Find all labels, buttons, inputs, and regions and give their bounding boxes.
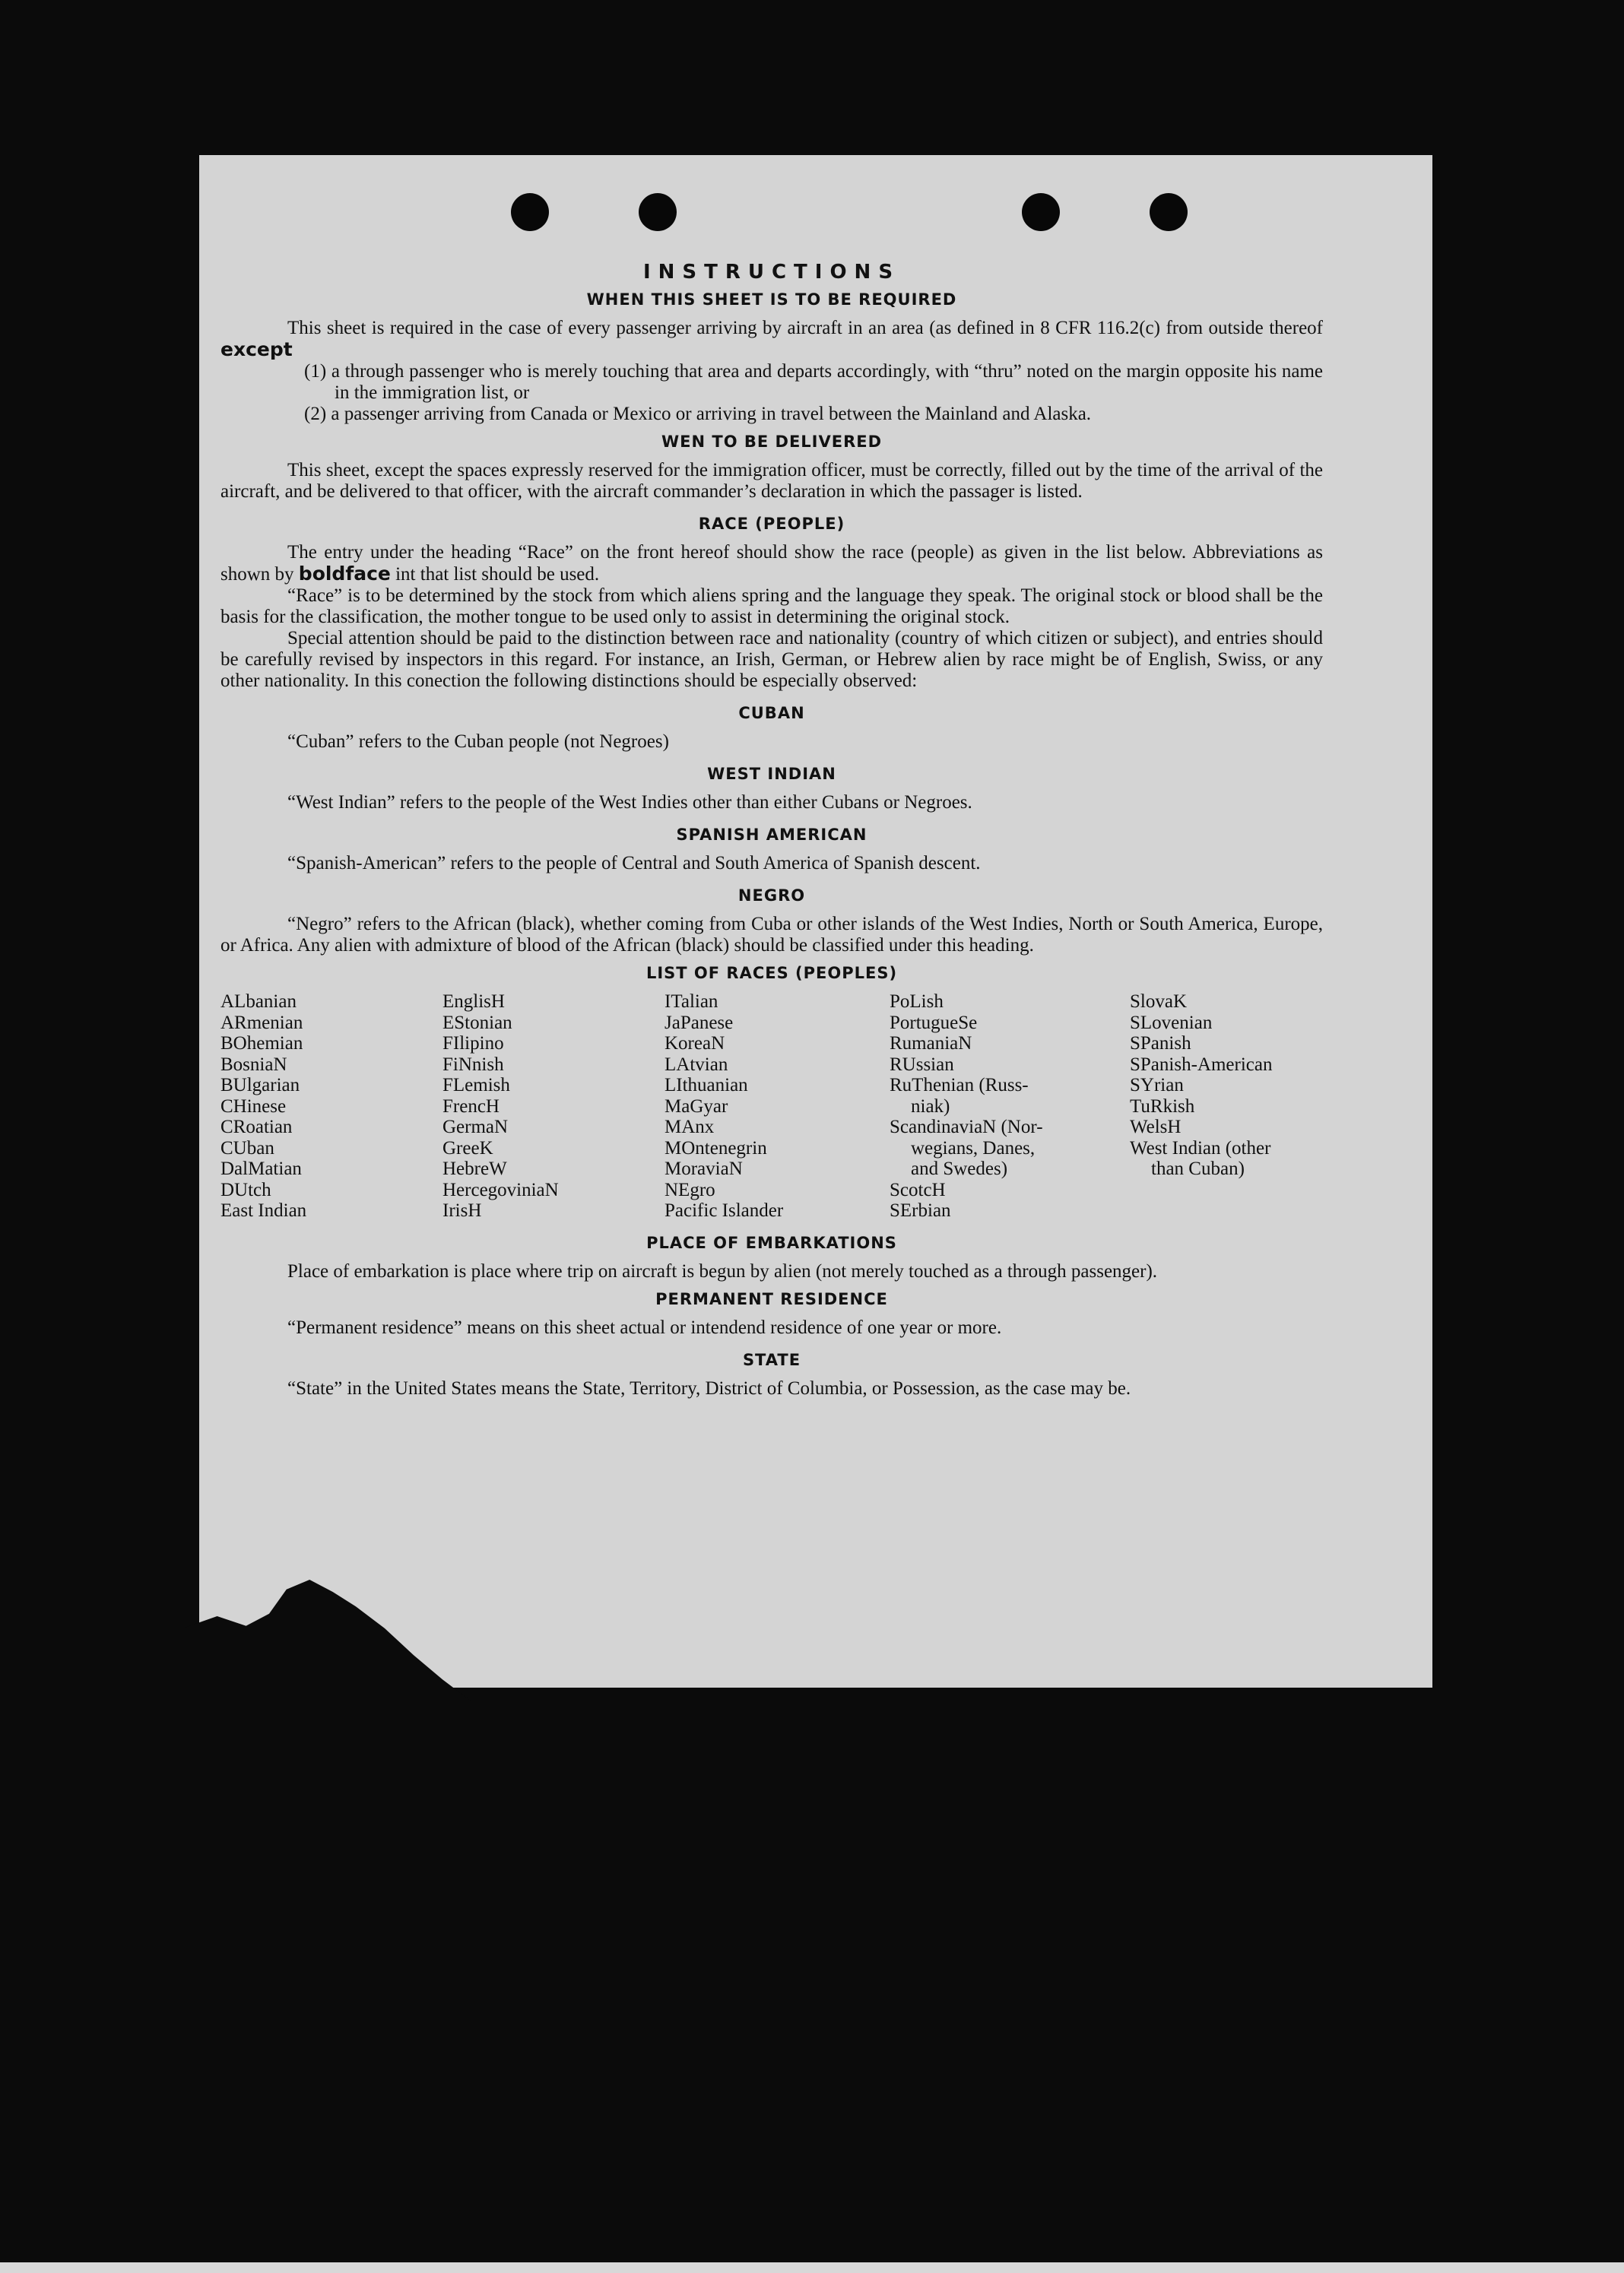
race-entry: ScotcH: [890, 1179, 946, 1200]
race-entry: MOntenegrin: [665, 1137, 767, 1159]
section-heading-west-indian: WEST INDIAN: [707, 765, 836, 783]
race-entry: East Indian: [220, 1200, 307, 1221]
section-heading-spanish-american: SPANISH AMERICAN: [676, 826, 868, 844]
race-entry: EStonian: [442, 1012, 512, 1033]
race-entry: BosniaN: [220, 1054, 287, 1075]
punch-hole: [1150, 193, 1188, 231]
race-entry: than Cuban): [1151, 1159, 1245, 1179]
race-entry: HercegoviniaN: [442, 1179, 559, 1200]
embarkation-paragraph: Place of embarkation is place where trip on aircraft is begun by alien (not merely touched as a through passenger).: [287, 1260, 1158, 1282]
race-entry: CUban: [220, 1137, 274, 1159]
race-entry: SPanish-American: [1130, 1054, 1273, 1075]
race-entry: HebreW: [442, 1159, 507, 1179]
punch-hole: [1022, 193, 1060, 231]
race-entry: Pacific Islander: [665, 1200, 784, 1221]
scan-edge: [0, 2262, 1624, 2273]
race-entry: RuThenian (Russ-: [890, 1075, 1029, 1095]
section-heading-delivered: WEN TO BE DELIVERED: [661, 433, 883, 451]
race-entry: niak): [911, 1095, 950, 1117]
race-entry: MaGyar: [665, 1095, 728, 1117]
race-entry: SErbian: [890, 1200, 951, 1221]
race-entry: ALbanian: [220, 991, 297, 1012]
race-entry: PoLish: [890, 991, 944, 1012]
race-entry: BOhemian: [220, 1033, 303, 1054]
delivered-paragraph: This sheet, except the spaces expressly reserved for the immigration officer, must be correctly, filled out by the time of the arrival of the aircraft, and be delivered to that officer, with the aircraft commander’s declaration in which the passager is listed.: [220, 460, 1323, 502]
race-paragraph-3: Special attention should be paid to the distinction between race and nationality (country of which citizen or subject), and entries should be carefully revised by inspectors in this regard. For instance, an Irish, German, or Hebrew alien by race might be of English, Swiss, or any other nationality. In this conection the following distinctions should be especially observed:: [220, 628, 1323, 691]
races-list: [220, 991, 1323, 1222]
race-entry: PortugueSe: [890, 1012, 978, 1033]
section-heading-embarkation: PLACE OF EMBARKATIONS: [646, 1233, 897, 1252]
race-entry: ScandinaviaN (Nor-: [890, 1117, 1043, 1137]
required-paragraph: This sheet is required in the case of every passenger arriving by aircraft in an area (as defined in 8 CFR 116.2(c) from outside thereof except: [220, 318, 1323, 360]
race-entry: FIlipino: [442, 1033, 504, 1054]
race-entry: FLemish: [442, 1075, 510, 1095]
section-heading-races-list: LIST OF RACES (PEOPLES): [645, 964, 898, 982]
race-entry: GreeK: [442, 1137, 493, 1159]
section-heading-negro: NEGRO: [737, 886, 806, 905]
race-entry: DUtch: [220, 1179, 271, 1200]
required-item-1: (1) a through passenger who is merely touching that area and departs accordingly, with “thru” noted on the margin opposite his name in the immigration list, or: [304, 361, 1323, 403]
race-entry: SPanish: [1130, 1033, 1191, 1054]
race-entry: and Swedes): [911, 1159, 1008, 1179]
race-entry: RumaniaN: [890, 1033, 972, 1054]
punch-hole: [639, 193, 677, 231]
race-entry: LAtvian: [665, 1054, 728, 1075]
races-column: [220, 991, 442, 1222]
race-entry: SlovaK: [1130, 991, 1187, 1012]
races-column: [1130, 991, 1323, 1222]
races-column: [890, 991, 1130, 1222]
race-entry: CRoatian: [220, 1117, 293, 1137]
section-heading-required: WHEN THIS SHEET IS TO BE REQUIRED: [586, 290, 957, 309]
race-entry: KoreaN: [665, 1033, 725, 1054]
race-entry: EnglisH: [442, 991, 505, 1012]
races-column: [665, 991, 890, 1222]
race-entry: SLovenian: [1130, 1012, 1213, 1033]
race-entry: LIthuanian: [665, 1075, 748, 1095]
except-emphasis: except: [220, 338, 293, 360]
negro-paragraph: “Negro” refers to the African (black), whether coming from Cuba or other islands of the West Indies, North or South America, Europe, or Africa. Any alien with admixture of blood of the African (black) should be classified under this heading.: [220, 914, 1323, 956]
race-entry: wegians, Danes,: [911, 1137, 1036, 1159]
punch-hole: [511, 193, 549, 231]
race-entry: ITalian: [665, 991, 718, 1012]
races-column: [442, 991, 665, 1222]
race-entry: CHinese: [220, 1095, 287, 1117]
race-entry: MoraviaN: [665, 1159, 743, 1179]
race-entry: MAnx: [665, 1117, 715, 1137]
west-indian-paragraph: “West Indian” refers to the people of the West Indies other than either Cubans or Negroes.: [287, 792, 972, 813]
section-heading-cuban: CUBAN: [738, 704, 805, 722]
race-entry: BUlgarian: [220, 1075, 300, 1095]
residence-paragraph: “Permanent residence” means on this sheet actual or intendend residence of one year or more.: [287, 1317, 1002, 1338]
required-item-2: (2) a passenger arriving from Canada or Mexico or arriving in travel between the Mainland and Alaska.: [304, 404, 1092, 424]
race-entry: DalMatian: [220, 1159, 302, 1179]
state-paragraph: “State” in the United States means the State, Territory, District of Columbia, or Possession, as the case may be.: [287, 1377, 1131, 1399]
race-entry: TuRkish: [1130, 1095, 1195, 1117]
race-entry: RUssian: [890, 1054, 954, 1075]
spanish-american-paragraph: “Spanish-American” refers to the people of Central and South America of Spanish descent.: [287, 853, 981, 873]
race-entry: NEgro: [665, 1179, 715, 1200]
race-entry: SYrian: [1130, 1075, 1184, 1095]
page-title: INSTRUCTIONS: [642, 261, 901, 284]
race-entry: WelsH: [1130, 1117, 1182, 1137]
race-entry: JaPanese: [665, 1012, 734, 1033]
race-entry: ARmenian: [220, 1012, 303, 1033]
section-heading-residence: PERMANENT RESIDENCE: [655, 1289, 888, 1308]
cuban-paragraph: “Cuban” refers to the Cuban people (not Negroes): [287, 731, 669, 752]
race-paragraph-1: The entry under the heading “Race” on the front hereof should show the race (people) as given in the list below. Abbreviations as shown by boldface int that list should be used.: [220, 542, 1323, 585]
boldface-emphasis: boldface: [298, 563, 391, 585]
section-heading-race: RACE (PEOPLE): [698, 515, 845, 533]
race-entry: GermaN: [442, 1117, 509, 1137]
race-entry: FrencH: [442, 1095, 500, 1117]
race-paragraph-2: “Race” is to be determined by the stock from which aliens spring and the language they speak. The original stock or blood shall be the basis for the classification, the mother tongue to be used only to assist in determining the original stock.: [220, 585, 1323, 627]
race-entry: West Indian (other: [1130, 1137, 1271, 1159]
race-entry: IrisH: [442, 1200, 482, 1221]
section-heading-state: STATE: [742, 1350, 801, 1369]
race-entry: FiNnish: [442, 1054, 504, 1075]
instructions-content: [220, 258, 1323, 1400]
